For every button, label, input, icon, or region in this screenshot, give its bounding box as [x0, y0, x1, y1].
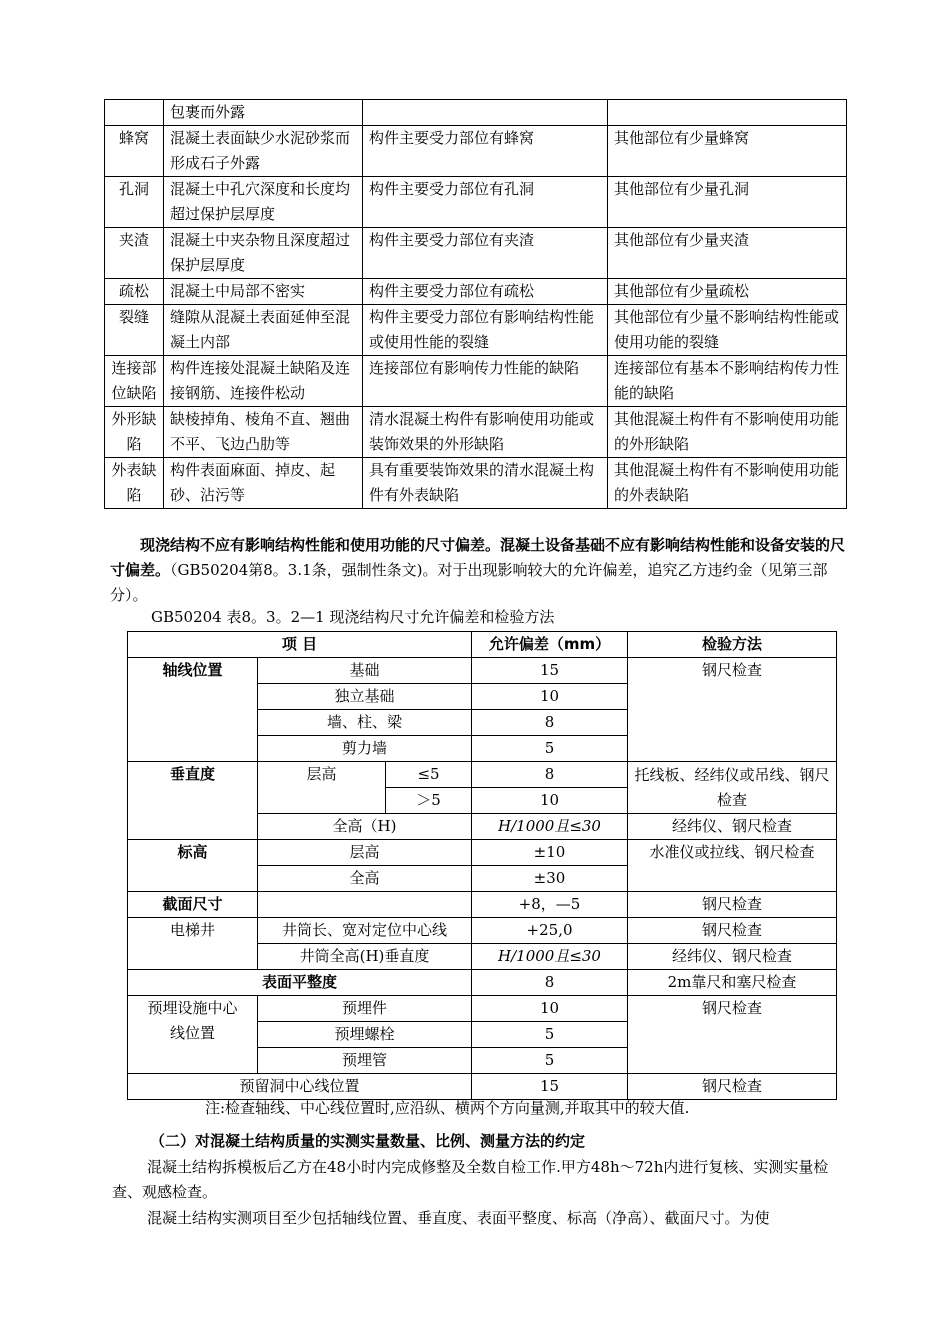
method: 钢尺检查 — [628, 996, 837, 1074]
item: 预埋螺栓 — [258, 1022, 472, 1048]
item: 预埋件 — [258, 996, 472, 1022]
tolerance: 10 — [472, 996, 628, 1022]
defect-row — [105, 458, 847, 509]
item: 井筒长、宽对定位中心线 — [258, 918, 472, 944]
defect-row — [105, 100, 847, 126]
method: 经纬仪、钢尺检查 — [628, 944, 837, 970]
cat-flatness: 表面平整度 — [128, 970, 472, 996]
general-defect: 其他部位有少量疏松 — [608, 279, 847, 305]
item: 剪力墙 — [258, 736, 472, 762]
item: 井筒全高(H)垂直度 — [258, 944, 472, 970]
header-tolerance: 允许偏差（mm） — [472, 632, 628, 658]
method: 钢尺检查 — [628, 1074, 837, 1100]
paragraph-normal-text: （GB50204第8。3.1条，强制性条文)。对于出现影响较大的允许偏差，追究乙方违约金（见第三部分）。 — [110, 561, 828, 604]
defect-name — [105, 100, 164, 126]
defect-row — [105, 228, 847, 279]
item: 全高（H) — [258, 814, 472, 840]
table-note: 注:检查轴线、中心线位置时,应沿纵、横两个方向量测,并取其中的较大值. — [205, 1099, 690, 1117]
tolerance: +25,0 — [472, 918, 628, 944]
serious-defect: 具有重要装饰效果的清水混凝土构件有外表缺陷 — [363, 458, 608, 509]
tolerance: H/1000且≤30 — [472, 944, 628, 970]
serious-defect: 构件主要受力部位有夹渣 — [363, 228, 608, 279]
defect-name: 夹渣 — [105, 228, 164, 279]
defect-description: 包裹而外露 — [164, 100, 363, 126]
general-defect: 其他混凝土构件有不影响使用功能的外表缺陷 — [608, 458, 847, 509]
general-defect: 其他部位有少量不影响结构性能或使用功能的裂缝 — [608, 305, 847, 356]
defect-table — [104, 99, 847, 509]
general-defect: 连接部位有基本不影响结构传力性能的缺陷 — [608, 356, 847, 407]
defect-row — [105, 177, 847, 228]
paragraph-inspection: 混凝土结构拆模板后乙方在48小时内完成修整及全数自检工作.甲方48h～72h内进行复核、实测实量检查、观感检查。 — [112, 1158, 829, 1201]
cat-axis: 轴线位置 — [128, 658, 258, 762]
serious-defect: 构件主要受力部位有疏松 — [363, 279, 608, 305]
serious-defect: 构件主要受力部位有蜂窝 — [363, 126, 608, 177]
method: 2m靠尺和塞尺检查 — [628, 970, 837, 996]
defect-row — [105, 279, 847, 305]
defect-description: 构件连接处混凝土缺陷及连接钢筋、连接件松动 — [164, 356, 363, 407]
tolerance: 15 — [472, 658, 628, 684]
general-defect: 其他混凝土构件有不影响使用功能的外形缺陷 — [608, 407, 847, 458]
defect-name: 外表缺陷 — [105, 458, 164, 509]
tolerance: H/1000且≤30 — [472, 814, 628, 840]
defect-description: 缝隙从混凝土表面延伸至混凝土内部 — [164, 305, 363, 356]
serious-defect — [363, 100, 608, 126]
method: 钢尺检查 — [628, 892, 837, 918]
tolerance: 15 — [472, 1074, 628, 1100]
defect-row — [105, 305, 847, 356]
general-defect: 其他部位有少量蜂窝 — [608, 126, 847, 177]
defect-description: 混凝土表面缺少水泥砂浆而形成石子外露 — [164, 126, 363, 177]
cat-section: 截面尺寸 — [128, 892, 258, 918]
tolerance: ±10 — [472, 840, 628, 866]
cat-embedded: 预埋设施中心线位置 — [128, 996, 258, 1074]
tolerance: 5 — [472, 1022, 628, 1048]
serious-defect: 构件主要受力部位有孔洞 — [363, 177, 608, 228]
serious-defect: 清水混凝土构件有影响使用功能或装饰效果的外形缺陷 — [363, 407, 608, 458]
method: 钢尺检查 — [628, 658, 837, 762]
general-defect — [608, 100, 847, 126]
general-defect: 其他部位有少量孔洞 — [608, 177, 847, 228]
section-title: （二）对混凝土结构质量的实测实量数量、比例、测量方法的约定 — [150, 1132, 586, 1150]
tolerance: 10 — [472, 788, 628, 814]
tolerance: 10 — [472, 684, 628, 710]
deviation-table — [127, 631, 837, 1100]
defect-name: 裂缝 — [105, 305, 164, 356]
cat-elevator-shaft: 电梯井 — [128, 918, 258, 970]
cat-elevation: 标高 — [128, 840, 258, 892]
tolerance: 5 — [472, 1048, 628, 1074]
method: 托线板、经纬仪或吊线、钢尺检查 — [628, 762, 837, 814]
defect-description: 混凝土中局部不密实 — [164, 279, 363, 305]
cat-vertical: 垂直度 — [128, 762, 258, 840]
defect-name: 孔洞 — [105, 177, 164, 228]
defect-name: 连接部位缺陷 — [105, 356, 164, 407]
general-defect: 其他部位有少量夹渣 — [608, 228, 847, 279]
paragraph-dimension-requirement — [110, 533, 850, 608]
defect-name: 外形缺陷 — [105, 407, 164, 458]
item: 层高 — [258, 762, 386, 814]
tolerance: ±30 — [472, 866, 628, 892]
header-method: 检验方法 — [628, 632, 837, 658]
item: 层高 — [258, 840, 472, 866]
item: ＞5 — [386, 788, 472, 814]
defect-description: 缺棱掉角、棱角不直、翘曲不平、飞边凸肋等 — [164, 407, 363, 458]
method: 水准仪或拉线、钢尺检查 — [628, 840, 837, 892]
defect-description: 构件表面麻面、掉皮、起砂、沾污等 — [164, 458, 363, 509]
item: 独立基础 — [258, 684, 472, 710]
method: 钢尺检查 — [628, 918, 837, 944]
serious-defect: 构件主要受力部位有影响结构性能或使用性能的裂缝 — [363, 305, 608, 356]
paragraph-bold-text: 现浇结构不应有影响结构性能和使用功能的尺寸偏差。混凝土设备基础不应有影响结构性能和设备安装的尺寸偏差。 — [110, 536, 846, 579]
method: 经纬仪、钢尺检查 — [628, 814, 837, 840]
tolerance: 8 — [472, 710, 628, 736]
tolerance: +8，—5 — [472, 892, 628, 918]
header-item: 项 目 — [128, 632, 472, 658]
defect-name: 蜂窝 — [105, 126, 164, 177]
item: 全高 — [258, 866, 472, 892]
tolerance: 8 — [472, 762, 628, 788]
serious-defect: 连接部位有影响传力性能的缺陷 — [363, 356, 608, 407]
defect-description: 混凝土中孔穴深度和长度均超过保护层厚度 — [164, 177, 363, 228]
item: 预埋管 — [258, 1048, 472, 1074]
item — [258, 892, 472, 918]
defect-row — [105, 356, 847, 407]
defect-name: 疏松 — [105, 279, 164, 305]
defect-row — [105, 126, 847, 177]
tolerance: 8 — [472, 970, 628, 996]
cat-reserved-hole: 预留洞中心线位置 — [128, 1074, 472, 1100]
defect-description: 混凝土中夹杂物且深度超过保护层厚度 — [164, 228, 363, 279]
item: 基础 — [258, 658, 472, 684]
tolerance: 5 — [472, 736, 628, 762]
defect-row — [105, 407, 847, 458]
item: 墙、柱、梁 — [258, 710, 472, 736]
paragraph-items: 混凝土结构实测项目至少包括轴线位置、垂直度、表面平整度、标高（净高）、截面尺寸。为使 — [147, 1209, 770, 1227]
table-caption: GB50204 表8。3。2—1 现浇结构尺寸允许偏差和检验方法 — [151, 608, 555, 626]
item: ≤5 — [386, 762, 472, 788]
